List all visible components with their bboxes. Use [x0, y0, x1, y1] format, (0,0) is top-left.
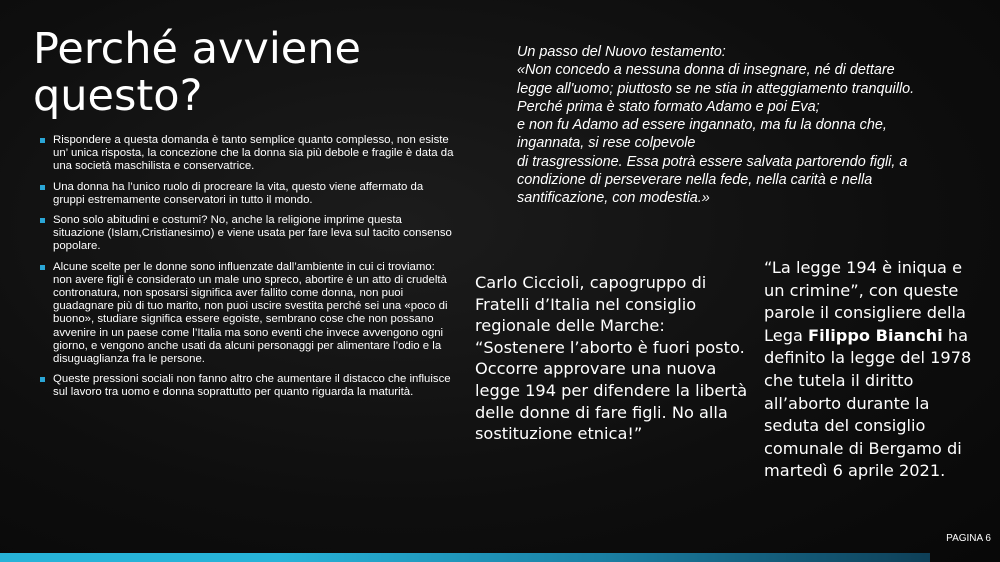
- bianchi-text-before: “La legge 194 è iniqua e un crimine”, con queste parole il consigliere della Lega: [764, 258, 966, 345]
- square-bullet-icon: [40, 138, 45, 143]
- ciccioli-statement: “Sostenere l’aborto è fuori posto. Occorre approvare una nuova legge 194 per difendere la libertà delle donne di fare figli. No alla sostituzione etnica!”: [475, 337, 748, 444]
- bianchi-quote: [764, 257, 979, 483]
- bullet-text: Rispondere a questa domanda è tanto semplice quanto complesso, non esiste un’ unica risposta, la concezione che la donna sia più debole e fragile è data da una società maschilista e conservatrice.: [53, 134, 454, 173]
- ciccioli-intro: Carlo Ciccioli, capogruppo di Fratelli d’Italia nel consiglio regionale delle Marche:: [475, 273, 707, 336]
- bianchi-text-after: ha definito la legge del 1978 che tutela il diritto all’aborto durante la seduta del consiglio comunale di Bergamo di martedì 6 aprile 2021.: [764, 325, 972, 481]
- bullet-item: [40, 134, 455, 174]
- bullet-text: Alcune scelte per le donne sono influenzate dall’ambiente in cui ci troviamo: non avere figli è considerato un male uno spreco, abortire è un atto di crudeltà contronatura, non sposarsi significa aver fallito come donna, non puoi guadagnare più di tuo marito, non puoi uscire svestita perché sei una «poco di buono», studiare significa essere egoiste, sembrano cose che non possano avvenire in un paese come l’Italia ma sono eventi che invece avvengono ogni giorno, e vengono anche usati da alcuni personaggi per alimentare l’odio e la disuguaglianza fra le persone.: [53, 260, 448, 366]
- quote-part-1: «Non concedo a nessuna donna di insegnare, né di dettare legge all'uomo; piuttosto se ne stia in atteggiamento tranquillo. Perché prima è stato formato Adamo e poi Eva;: [517, 62, 915, 115]
- quote-part-2: e non fu Adamo ad essere ingannato, ma fu la donna che, ingannata, si rese colpevole: [517, 117, 887, 152]
- bullet-item: [40, 181, 455, 207]
- accent-bar: [0, 553, 930, 562]
- square-bullet-icon: [40, 185, 45, 190]
- bullet-item: [40, 214, 455, 254]
- bullet-item: [40, 261, 455, 367]
- bianchi-name: Filippo Bianchi: [808, 325, 943, 345]
- slide-title-line1: Perché avviene: [33, 24, 361, 74]
- bullet-text: Queste pressioni sociali non fanno altro che aumentare il distacco che influisce sul lavoro tra uomo e donna soprattutto per quanto riguarda la maturità.: [53, 373, 451, 399]
- page-number: PAGINA 6: [946, 533, 991, 544]
- bullet-list: [40, 134, 455, 407]
- slide-title: [33, 26, 453, 120]
- quote-intro: Un passo del Nuovo testamento:: [517, 44, 726, 60]
- bullet-text: Una donna ha l’unico ruolo di procreare la vita, questo viene affermato da gruppi estremamente conservatori in tutto il mondo.: [53, 180, 424, 206]
- bullet-item: [40, 373, 455, 399]
- square-bullet-icon: [40, 265, 45, 270]
- square-bullet-icon: [40, 377, 45, 382]
- bullet-text: Sono solo abitudini e costumi? No, anche la religione imprime questa situazione (Islam,Cristianesimo) e viene usata per fare leva sul tacito consenso popolare.: [53, 214, 452, 253]
- square-bullet-icon: [40, 218, 45, 223]
- new-testament-quote: [517, 43, 929, 208]
- ciccioli-quote: [475, 272, 750, 445]
- slide-title-line2: questo?: [33, 71, 203, 121]
- quote-part-3: di trasgressione. Essa potrà essere salvata partorendo figli, a condizione di perseverare nella fede, nella carità e nella santificazione, con modestia.»: [517, 153, 908, 207]
